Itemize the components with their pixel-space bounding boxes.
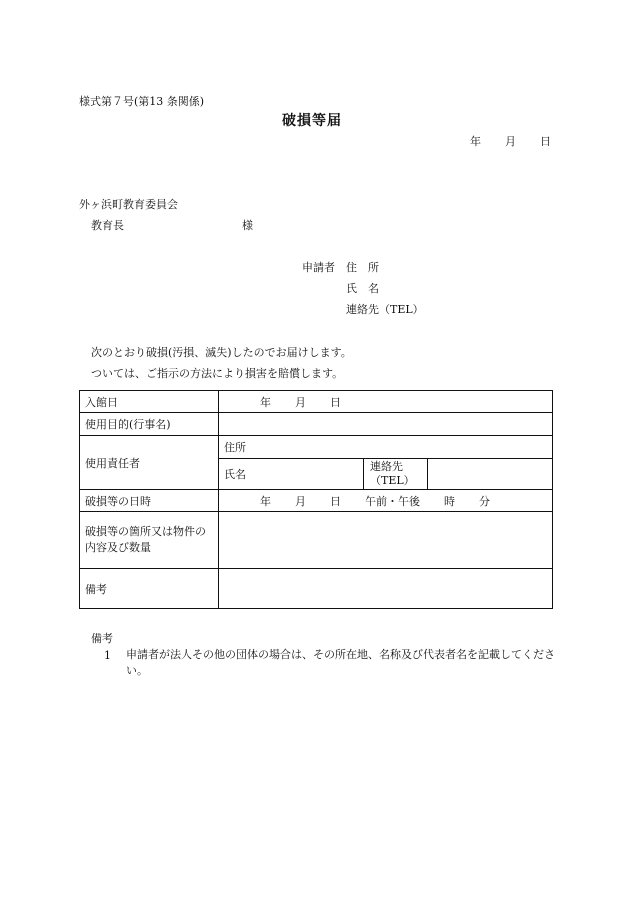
entry-date-year: 年 [260, 395, 271, 409]
responsible-address-cell[interactable] [219, 436, 553, 459]
applicant-label: 申請者 [302, 261, 335, 274]
notes-item-text: 申請者が法人その他の団体の場合は、その所在地、名称及び代表者名を記載してください。 [126, 648, 555, 677]
document-title: 破損等届 [282, 113, 342, 129]
responsible-contact-label-cell [364, 459, 428, 490]
damage-datetime-value[interactable] [219, 490, 553, 512]
remarks-value[interactable] [219, 569, 553, 609]
responsible-name-cell[interactable] [219, 459, 364, 490]
table-row-purpose [80, 413, 553, 436]
responsible-label: 使用責任者 [80, 436, 219, 490]
addressee-honorific: 様 [242, 219, 253, 232]
damage-am-pm: 午前・午後 [365, 494, 420, 508]
notes-item-text-wrapper [126, 647, 558, 679]
entry-date-label: 入館日 [80, 391, 219, 413]
addressee-organization: 外ヶ浜町教育委員会 [79, 198, 178, 211]
damage-minute: 分 [479, 494, 490, 508]
table-row-damage-datetime [80, 490, 553, 512]
responsible-name-label: 氏名 [224, 468, 246, 481]
date-month-label: 月 [505, 135, 516, 148]
applicant-contact-label: 連絡先（TEL） [346, 303, 424, 316]
applicant-name-label: 氏 名 [346, 282, 379, 295]
purpose-value[interactable] [219, 413, 553, 436]
responsible-contact-label-2: （TEL） [370, 474, 415, 487]
remarks-label: 備考 [80, 569, 219, 609]
damage-datetime-label: 破損等の日時 [80, 490, 219, 512]
purpose-label: 使用目的(行事名) [80, 413, 219, 436]
table-row-damage-detail [80, 512, 553, 569]
damage-hour: 時 [444, 494, 455, 508]
damage-day: 日 [330, 494, 341, 508]
table-row-entry-date [80, 391, 553, 413]
body-line-1: 次のとおり破損(汚損、滅失)したのでお届けします。 [91, 346, 352, 359]
damage-month: 月 [295, 494, 306, 508]
addressee-position: 教育長 [91, 219, 124, 232]
form-number: 様式第７号(第13 条関係) [79, 95, 205, 108]
date-day-label: 日 [540, 135, 551, 148]
responsible-contact-value[interactable] [428, 459, 553, 490]
responsible-contact-label-1: 連絡先 [370, 460, 403, 473]
notes-heading: 備考 [91, 632, 113, 645]
responsible-address-label: 住所 [224, 441, 246, 454]
table-row-remarks [80, 569, 553, 609]
damage-detail-label-1: 破損等の箇所又は物件の [85, 525, 206, 538]
date-year-label: 年 [470, 135, 481, 148]
entry-date-day: 日 [330, 395, 341, 409]
damage-detail-value[interactable] [219, 512, 553, 569]
damage-report-table [79, 390, 553, 609]
table-row-responsible-address [80, 436, 553, 459]
notes-item-number: 1 [104, 649, 111, 662]
damage-detail-label-cell [80, 512, 219, 569]
damage-year: 年 [260, 494, 271, 508]
applicant-address-label: 住 所 [346, 261, 379, 274]
entry-date-month: 月 [295, 395, 306, 409]
entry-date-value[interactable] [219, 391, 553, 413]
damage-detail-label-2: 内容及び数量 [85, 541, 151, 554]
body-line-2: ついては、ご指示の方法により損害を賠償します。 [91, 367, 344, 380]
